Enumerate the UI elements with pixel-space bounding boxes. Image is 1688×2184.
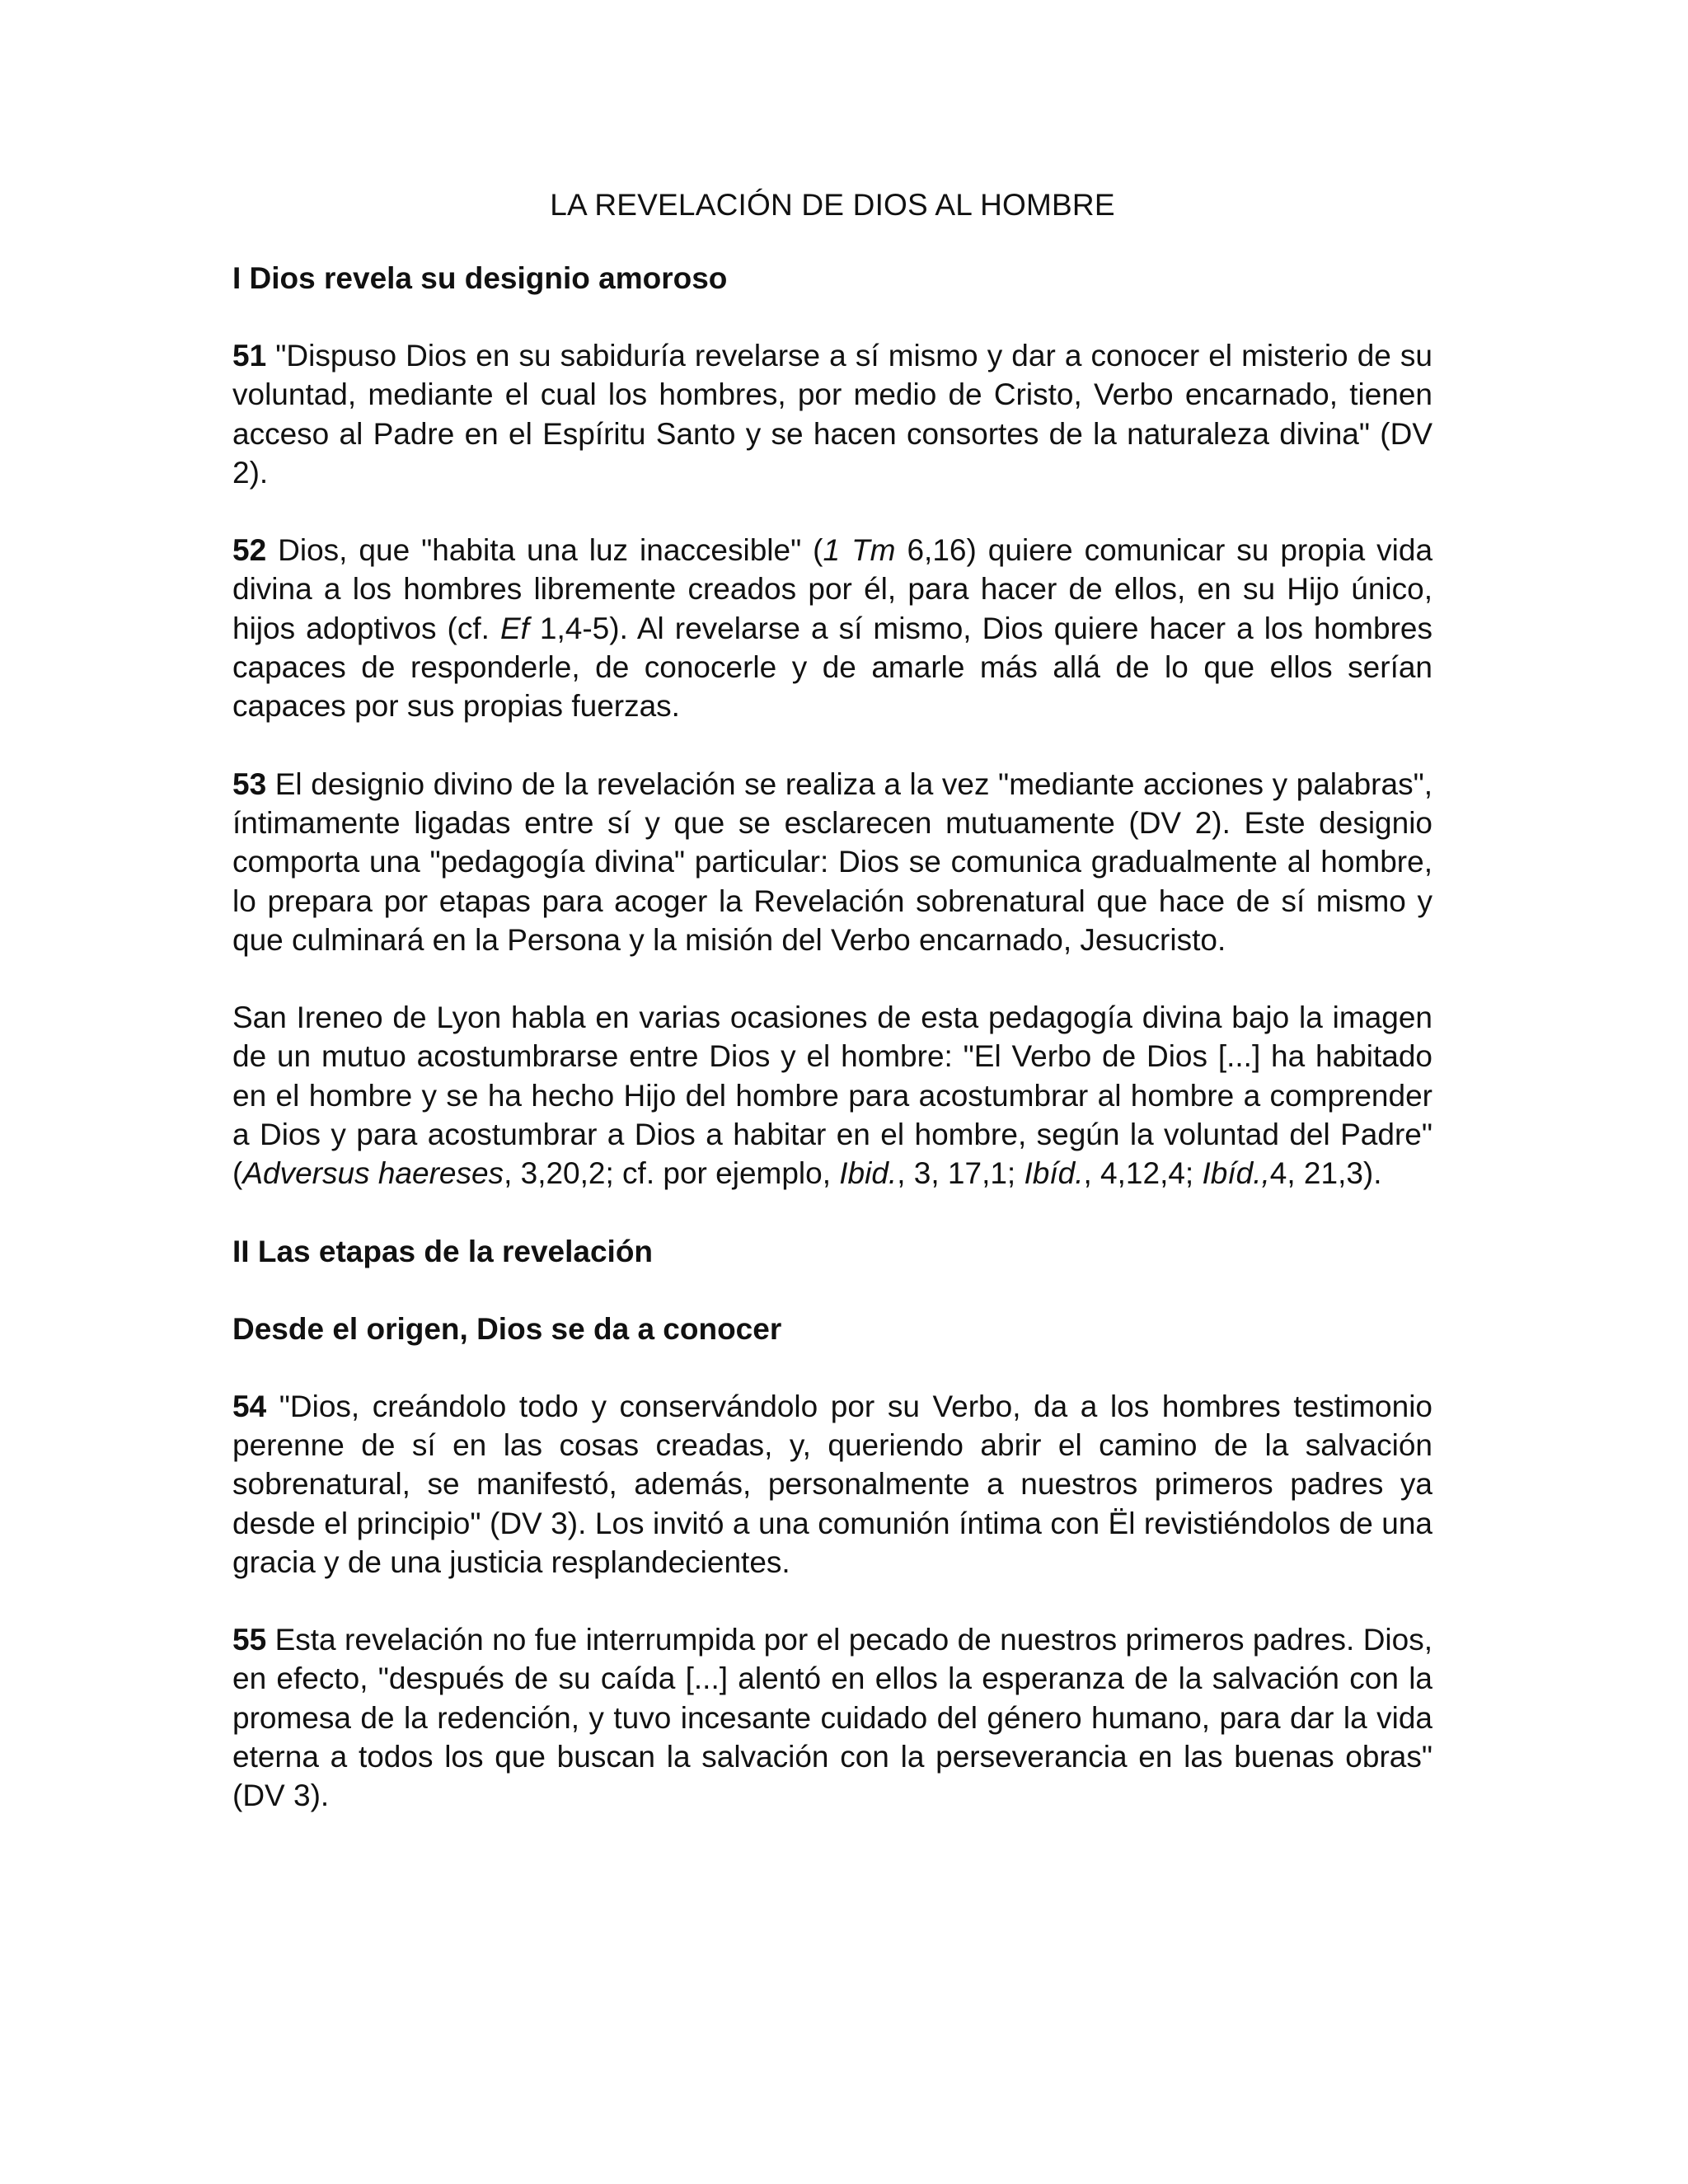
paragraph-number: 55 bbox=[232, 1623, 267, 1657]
paragraph-54 bbox=[232, 1387, 1432, 1582]
paragraph-52 bbox=[232, 531, 1432, 725]
paragraph-number: 54 bbox=[232, 1389, 267, 1423]
citation: Ibíd. bbox=[1024, 1156, 1084, 1191]
paragraph-text: Esta revelación no fue interrumpida por el pecado de nuestros primeros padres. Dios, en efecto, "después de su caída [...] alentó en ellos la esperanza de la salvación con la promesa de la redención, y tuvo incesante cuidado del género humano, para dar la vida eterna a todos los que buscan la salvación con la perseverancia en las buenas obras" (DV 3). bbox=[232, 1623, 1433, 1813]
paragraph-number: 53 bbox=[232, 766, 267, 801]
paragraph-text: 6,16) quiere comunicar su propia vida divina a los hombres libremente creados por él, para hacer de ellos, en su Hijo único, hijos adoptivos (cf. bbox=[232, 533, 1433, 645]
citation: Adversus haereses bbox=[242, 1156, 504, 1191]
paragraph-text: El designio divino de la revelación se realiza a la vez "mediante acciones y palabras", íntimamente ligadas entre sí y que se esclarecen mutuamente (DV 2). Este designio comporta una "pedagogía divina" particular: Dios se comunica gradualmente al hombre, lo prepara por etapas para acoger la Revelación sobrenatural que hace de sí mismo y que culminará en la Persona y la misión del Verbo encarnado, Jesucristo. bbox=[232, 766, 1432, 957]
paragraph-text: 4, 21,3). bbox=[1269, 1156, 1382, 1191]
paragraph-text: "Dios, creándolo todo y conservándolo por su Verbo, da a los hombres testimonio perenne de sí en las cosas creadas, y, queriendo abrir el camino de la salvación sobrenatural, se manifestó, además, personalmente a nuestros primeros padres ya desde el principio" (DV 3). Los invitó a una comunión íntima con Ël revistiéndolos de una gracia y de una justicia resplandecientes. bbox=[232, 1389, 1432, 1579]
paragraph-text: "Dispuso Dios en su sabiduría revelarse a sí mismo y dar a conocer el misterio de su voluntad, mediante el cual los hombres, por medio de Cristo, Verbo encarnado, tienen acceso al Padre en el Espíritu Santo y se hacen consortes de la naturaleza divina" (DV 2). bbox=[232, 339, 1433, 490]
paragraph-number: 52 bbox=[232, 533, 267, 568]
paragraph-55 bbox=[232, 1620, 1432, 1815]
paragraph-text: Dios, que "habita una luz inaccesible" ( bbox=[278, 533, 823, 568]
section-heading-1: I Dios revela su designio amoroso bbox=[232, 261, 728, 295]
paragraph-53 bbox=[232, 765, 1432, 959]
citation: Ibid. bbox=[839, 1156, 898, 1191]
paragraph-text: , 3, 17,1; bbox=[897, 1156, 1025, 1191]
citation: Ibíd., bbox=[1202, 1156, 1270, 1191]
paragraph-text: 1,4-5). Al revelarse a sí mismo, Dios quiere hacer a los hombres capaces de responderle, de conocerle y de amarle más allá de lo que ellos serían capaces por sus propias fuerzas. bbox=[232, 611, 1432, 724]
paragraph-51 bbox=[232, 336, 1432, 492]
section-heading-2: II Las etapas de la revelación bbox=[232, 1234, 654, 1268]
paragraph-number: 51 bbox=[232, 339, 267, 373]
subsection-heading: Desde el origen, Dios se da a conocer bbox=[232, 1311, 782, 1346]
paragraph-text: , 3,20,2; cf. por ejemplo, bbox=[504, 1156, 840, 1191]
page-title: LA REVELACIÓN DE DIOS AL HOMBRE bbox=[550, 188, 1115, 222]
paragraph-text: San Ireneo de Lyon habla en varias ocasiones de esta pedagogía divina bajo la imagen de un mutuo acostumbrarse entre Dios y el hombre: "El Verbo de Dios [...] ha habitado en el hombre y se ha hecho Hijo del hombre para acostumbrar al hombre a comprender a Dios y para acostumbrar a Dios a habitar en el hombre, según la voluntad del Padre" ( bbox=[232, 1001, 1432, 1191]
paragraph-text: , 4,12,4; bbox=[1083, 1156, 1203, 1191]
paragraph-ireneo bbox=[232, 998, 1432, 1193]
citation: 1 Tm bbox=[823, 533, 896, 568]
citation: Ef bbox=[499, 611, 529, 645]
